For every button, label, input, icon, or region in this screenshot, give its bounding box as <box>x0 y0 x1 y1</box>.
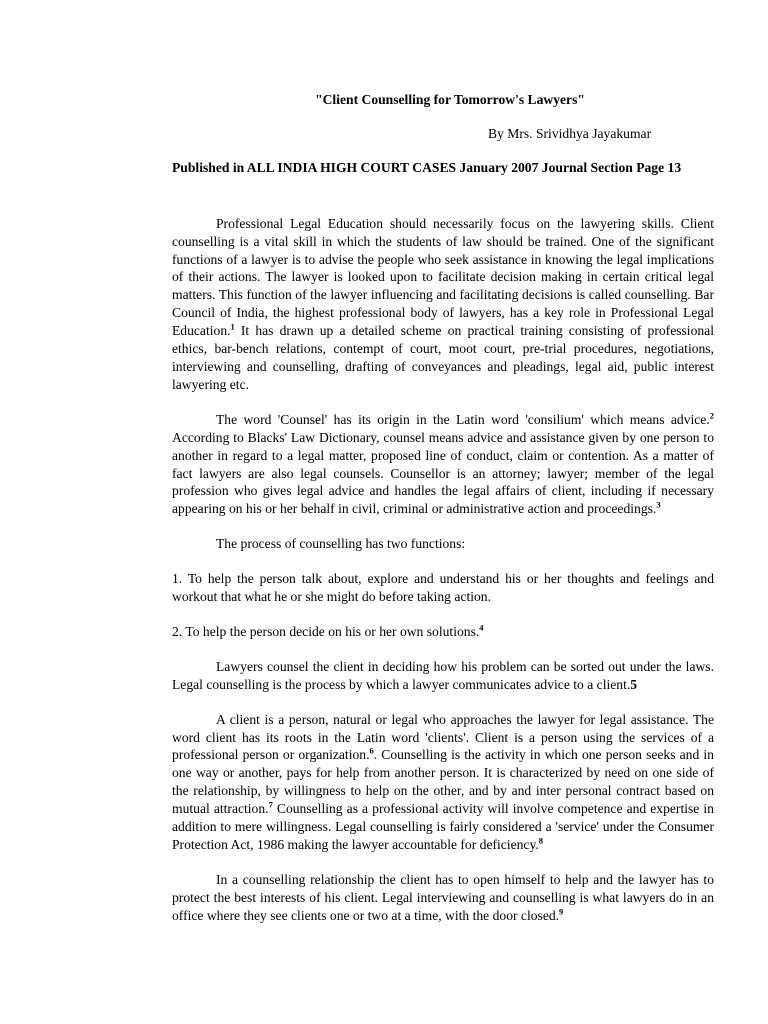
list-item-2 <box>172 623 714 641</box>
paragraph-5 <box>172 711 714 854</box>
footnote-ref-4: 4 <box>479 622 484 633</box>
paragraph-6 <box>172 871 714 925</box>
paragraph-1-text-a: Professional Legal Education should necessarily focus on the lawyering skills. Client counselling is a vital skill in which the students of law should be trained. One of the significant functions of a lawyer is to advise the people who seek assistance in knowing the legal implications of their actions. The lawyer is looked upon to facilitate decision making in certain critical legal matters. This function of the lawyer influencing and facilitating decisions is called counselling. Bar Council of India, the highest professional body of lawyers, has a key role in Professional Legal Education. <box>172 215 714 339</box>
list-item-2-text: 2. To help the person decide on his or her own solutions. <box>172 623 480 639</box>
footnote-ref-3: 3 <box>656 499 661 510</box>
paragraph-5-text-a: A client is a person, natural or legal who approaches the lawyer for legal assistance. The word client has its roots in the Latin word 'clients'. Client is a person using the services of a professional person or organization. <box>172 711 714 763</box>
paragraph-5-text-c: Counselling as a professional activity will involve competence and expertise in addition to mere willingness. Legal counselling is fairly considered a 'service' under the Consumer Protection Act, 1986 making the lawyer accountable for deficiency. <box>172 801 714 852</box>
paragraph-6-text: In a counselling relationship the client has to open himself to help and the lawyer has to protect the best interests of his client. Legal interviewing and counselling is what lawyers do in an office where they see clients one or two at a time, with the door closed. <box>172 871 714 923</box>
paragraph-1 <box>172 215 714 394</box>
footnote-ref-8: 8 <box>538 835 544 846</box>
footnote-ref-5: 5 <box>630 676 638 692</box>
paragraph-3 <box>172 535 714 553</box>
paragraph-5-text-b: . Counselling is the activity in which one person seeks and in one way or another, pays for help from another person. It is characterized by need on one side of the relationship, by willingness to help on the other, and by and inter personal contract based on mutual attraction. <box>172 747 714 817</box>
document-title: "Client Counselling for Tomorrow's Lawyers" <box>315 92 585 107</box>
list-item-1-text: 1. To help the person talk about, explore and understand his or her thoughts and feelings and workout that what he or she might do before taking action. <box>172 571 714 605</box>
paragraph-4-text: Lawyers counsel the client in deciding how his problem can be sorted out under the laws. Legal counselling is the process by which a lawyer communicates advice to a client. <box>172 658 714 692</box>
footnote-ref-9: 9 <box>559 906 564 917</box>
paragraph-2-text-b: According to Blacks' Law Dictionary, counsel means advice and assistance given by one person to another in regard to a legal matter, proposed line of conduct, claim or contention. As a matter of fact lawyers are also legal counsels. Counsellor is an attorney; lawyer; member of the legal profession who gives legal advice and handles the legal affairs of client, including if necessary appearing on his or her behalf in civil, criminal or administrative action and proceedings. <box>172 429 714 517</box>
paragraph-4 <box>172 658 714 694</box>
footnote-ref-7: 7 <box>268 799 273 810</box>
author-byline: By Mrs. Srividhya Jayakumar <box>488 125 652 141</box>
footnote-ref-6: 6 <box>369 745 374 756</box>
paragraph-3-text: The process of counselling has two functions: <box>216 536 466 552</box>
footnote-ref-2: 2 <box>709 410 714 421</box>
list-item-1 <box>172 570 714 606</box>
document-page <box>172 91 714 925</box>
paragraph-1-text-b: It has drawn up a detailed scheme on practical training consisting of professional ethics, bar-bench relations, contempt of court, moot court, pre-trial procedures, negotiations, interviewing and counselling, drafting of conveyances and pleadings, legal aid, public interest lawyering etc. <box>172 323 714 392</box>
paragraph-2 <box>172 411 714 518</box>
footnote-ref-1: 1 <box>230 321 235 332</box>
paragraph-2-text-a: The word 'Counsel' has its origin in the Latin word 'consilium' which means advice. <box>216 411 710 427</box>
publication-note: Published in ALL INDIA HIGH COURT CASES January 2007 Journal Section Page 13 <box>172 159 682 175</box>
